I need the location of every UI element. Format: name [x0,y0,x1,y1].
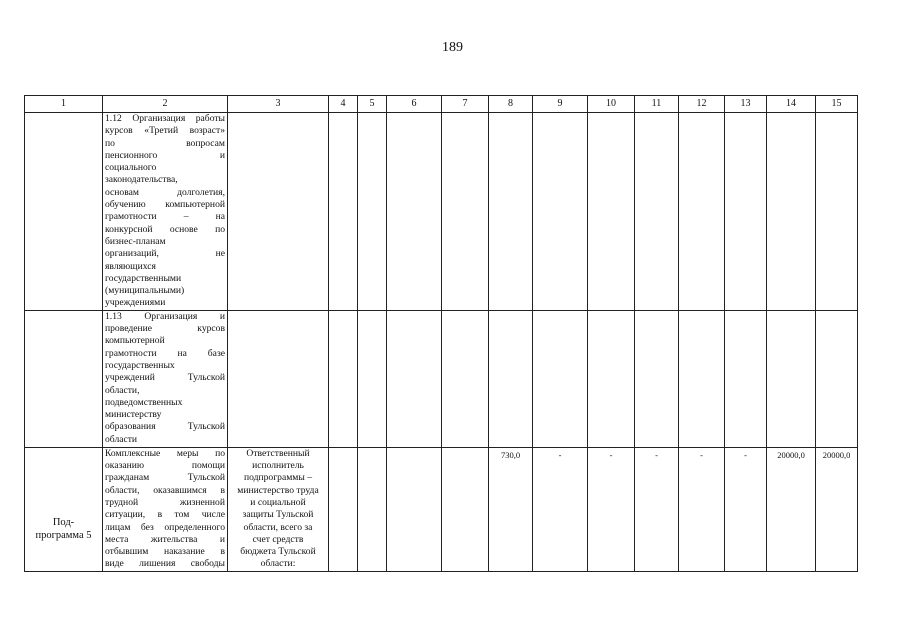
measure-name-line: места жительства и [105,533,225,545]
value-cell [588,113,635,311]
measure-name-line: лицам без определенного [105,521,225,533]
value-cell [442,310,489,447]
value-cell: - [533,447,588,571]
measure-name-line: пенсионного и [105,149,225,161]
value-cell [387,447,442,571]
executor-line: Ответственный [246,447,310,459]
value-cell [635,310,679,447]
value-cell [725,310,767,447]
page-number: 189 [442,40,463,55]
measure-name-line: области, оказавшимся в [105,484,225,496]
executor-line: и социальной [250,496,306,508]
header-cell: 15 [816,96,858,113]
value-cell [635,113,679,311]
measure-name-line: оказанию помощи [105,460,225,472]
value-cell [442,447,489,571]
value-cell [533,310,588,447]
executor-cell [228,113,329,311]
executor-cell [228,310,329,447]
value-cell: 20000,0 [767,447,816,571]
value-cell [588,310,635,447]
value-cell [442,113,489,311]
measure-name-line: грамотности – на [105,211,225,223]
measure-name-line: грамотности на базе [105,347,225,359]
measure-name-line: области, [105,384,140,396]
value-cell [816,113,858,311]
header-cell: 3 [228,96,329,113]
value-cell [725,113,767,311]
value-cell [387,310,442,447]
measure-name-line: 1.12 Организация работы [105,113,225,124]
row-code-line: программа 5 [35,530,92,542]
executor-line: исполнитель [252,460,304,472]
executor-line: защиты Тульской [242,509,314,521]
header-cell: 8 [489,96,533,113]
measure-name-line: обучению компьютерной [105,199,225,211]
measure-name-line: области [105,433,138,445]
measure-name-line: учреждениями [105,297,166,309]
value-cell: 20000,0 [816,447,858,571]
header-cell: 11 [635,96,679,113]
executor-line: области, всего за [243,521,313,533]
header-cell: 10 [588,96,635,113]
header-cell: 7 [442,96,489,113]
header-cell: 9 [533,96,588,113]
measure-name-line: по вопросам [105,137,225,149]
executor-line: области: [260,558,296,570]
value-cell [767,113,816,311]
row-code-cell [25,447,103,571]
value-cell [358,113,387,311]
value-cell [329,447,358,571]
value-cell [358,310,387,447]
value-cell: 730,0 [489,447,533,571]
measure-name-line: учреждений Тульской [105,372,225,384]
value-cell [767,310,816,447]
measure-name-line: министерству [105,409,162,421]
table-row [25,113,858,311]
measure-name-line: основам долголетия, [105,186,225,198]
value-cell: - [635,447,679,571]
value-cell [387,113,442,311]
measure-name-cell [103,310,228,447]
measure-name-line: трудной жизненной [105,496,225,508]
value-cell [329,310,358,447]
value-cell [489,310,533,447]
measure-name-line: (муниципальными) [105,285,185,297]
value-cell [816,310,858,447]
measure-name-line: подведомственных [105,396,183,408]
table-row [25,310,858,447]
table-row [25,447,858,571]
value-cell [358,447,387,571]
header-cell: 13 [725,96,767,113]
executor-line: бюджета Тульской [240,546,316,558]
measure-name-line: ситуации, в том числе [105,509,225,521]
value-cell [329,113,358,311]
header-cell: 6 [387,96,442,113]
executor-line: счет средств [252,533,304,545]
header-cell: 12 [679,96,725,113]
measure-name-line: государственными [105,272,182,284]
value-cell [679,310,725,447]
value-cell: - [679,447,725,571]
value-cell [489,113,533,311]
measure-name-line: законодательства, [105,174,178,186]
measure-name-line: курсов «Третий возраст» [105,125,225,137]
measure-name-line: образования Тульской [105,421,225,433]
measure-name-line: гражданам Тульской [105,472,225,484]
measure-name-line: бизнес-планам [105,235,166,247]
measure-name-cell [103,447,228,571]
value-cell: - [588,447,635,571]
executor-line: министерство труда [237,484,319,496]
executor-cell [228,447,329,571]
measure-name-line: компьютерной [105,335,165,347]
row-code-cell [25,310,103,447]
measure-name-line: конкурсной основе по [105,223,225,235]
value-cell: - [725,447,767,571]
measure-name-line: Комплексные меры по [105,447,225,459]
measure-name-line: отбывшим наказание в [105,546,225,558]
measure-name-line: организаций, не [105,248,225,260]
header-cell: 14 [767,96,816,113]
measure-name-line: виде лишения свободы [105,558,225,570]
program-table [24,95,858,572]
row-code-line: Под- [52,517,75,529]
header-cell: 2 [103,96,228,113]
header-cell: 1 [25,96,103,113]
value-cell [679,113,725,311]
measure-name-line: социального [105,162,157,174]
table-body [25,113,858,572]
row-code-cell [25,113,103,311]
measure-name-cell [103,113,228,311]
measure-name-line: государственных [105,359,175,371]
header-cell: 5 [358,96,387,113]
header-row [25,96,858,113]
measure-name-line: 1.13 Организация и [105,310,225,322]
measure-name-line: являющихся [105,260,156,272]
header-cell: 4 [329,96,358,113]
executor-line: подпрограммы – [243,472,313,484]
value-cell [533,113,588,311]
measure-name-line: проведение курсов [105,323,225,335]
